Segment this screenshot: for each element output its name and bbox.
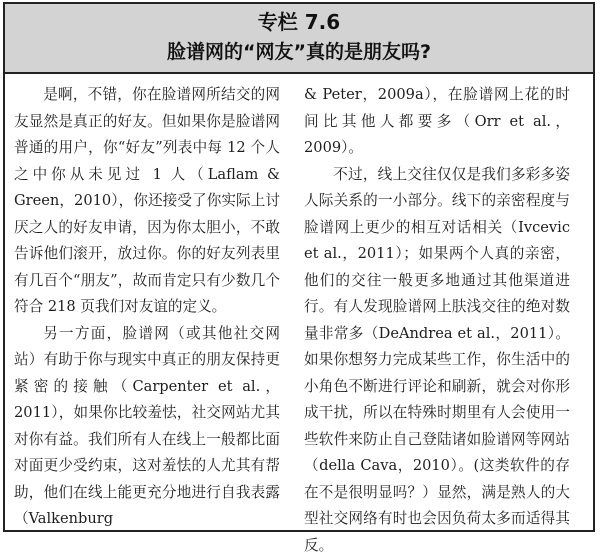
right-column [304,82,570,559]
paragraph: 另一方面，脸谱网（或其他社交网站）有助于你与现实中真正的朋友保持更紧密的接触（Carpenter et al.，2011），如果你比较羞怯，社交网站尤其对你有益。我们所有人在线上一般都比面对面更少受约束，这对羞怯的人尤其有帮助，他们在线上能更充分地进行自我表露（Valkenburg [14,321,280,533]
paragraph: 是啊，不错，你在脸谱网所结交的网友显然是真正的好友。但如果你是脸谱网普通的用户，你“好友”列表中每 12 个人之中你从未见过 1 人（Laflam & Green，2010），你还接受了你实际上讨厌之人的好友申请，因为你太胆小，不敢告诉他们滚开，放过你。你的好友列表里有几百个“朋友”，故而肯定只有少数几个符合 218 页我们对友谊的定义。 [14,82,280,321]
box-header [5,4,593,74]
paragraph: 不过，线上交往仅仅是我们多彩多姿人际关系的一小部分。线下的亲密程度与脸谱网上更少的相互对话相关（Ivcevic et al.，2011）；如果两个人真的亲密，他们的交往一般更多地通过其他渠道进行。有人发现脸谱网上肤浅交往的绝对数量非常多（DeAndrea et al.，2011）。如果你想努力完成某些工作，你生活中的小角色不断进行评论和刷新，就会对你形成干扰，所以在特殊时期里有人会使用一些软件来防止自己登陆诸如脸谱网等网站（della Cava，2010）。(这类软件的存在不是很明显吗？）显然，满是熟人的大型社交网络有时也会因负荷太多而适得其反。 [304,162,570,559]
left-column [14,82,280,533]
box-label: 专栏 7.6 [5,10,593,34]
paragraph-continued: & Peter，2009a），在脸谱网上花的时间比其他人都要多（Orr et al.，2009）。 [304,82,570,162]
box-title: 脸谱网的“网友”真的是朋友吗? [5,40,593,64]
